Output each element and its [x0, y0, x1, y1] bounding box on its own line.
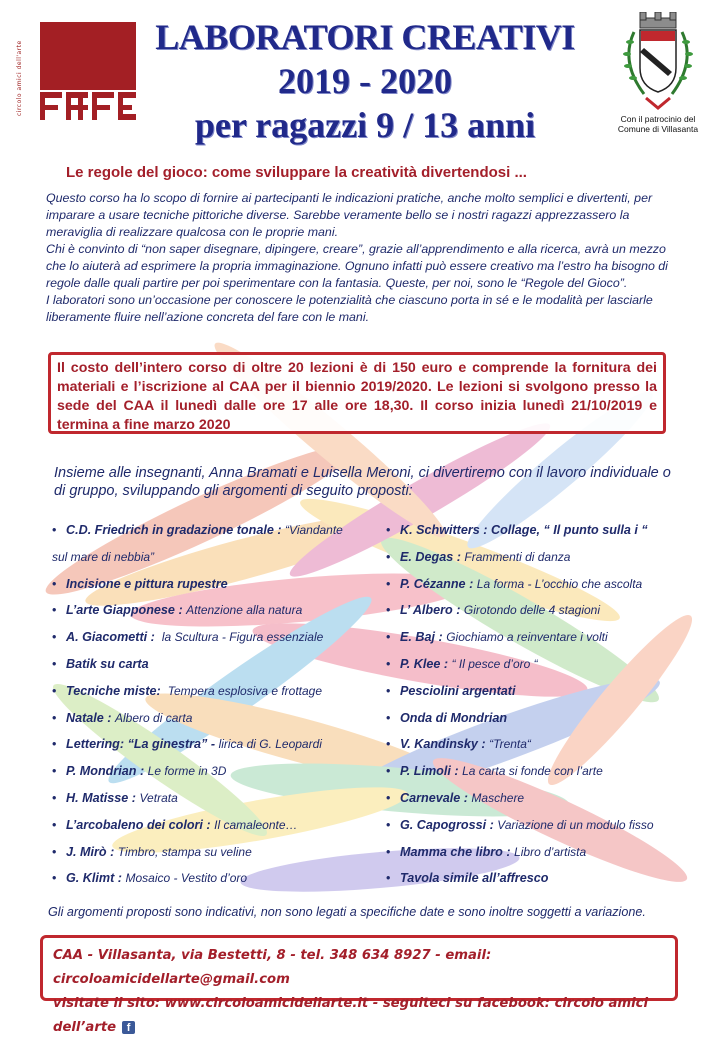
topic-separator: :	[502, 844, 515, 859]
topic-title: Onda di Mondrian	[400, 710, 508, 725]
bullet-icon: •	[386, 871, 391, 886]
bullet-icon: •	[52, 656, 57, 671]
page-title: LABORATORI CREATIVI	[155, 17, 575, 57]
topic-separator: -	[207, 737, 219, 752]
topic-item	[52, 597, 382, 624]
topic-item	[386, 544, 716, 571]
topic-separator: :	[435, 630, 447, 645]
intro-paragraph: I laboratori sono un’occasione per conoscere le potenzialità che ciascuno porta in sé e le modalità per lasciarle liberamente fluire nell’azione concreta del fare con le mani.	[46, 293, 653, 324]
bullet-icon: •	[52, 737, 57, 752]
topic-title: A. Giacometti	[66, 630, 148, 645]
topic-title: Batik su carta	[66, 656, 149, 671]
topic-title: C.D. Friedrich in gradazione tonale	[66, 523, 274, 537]
topic-description: “ Il pesce d’oro “	[451, 656, 538, 671]
topic-description: lirica di G. Leopardi	[218, 737, 322, 752]
topic-item	[386, 812, 716, 839]
contact-box	[40, 935, 678, 1035]
topic-item	[52, 517, 382, 544]
topic-title: E. Baj	[400, 630, 435, 645]
topic-item	[386, 624, 716, 651]
topic-item	[386, 758, 716, 785]
patronage-line-2: Comune di Villasanta	[617, 124, 699, 134]
bullet-icon: •	[386, 656, 391, 671]
subtitle: Le regole del gioco: come sviluppare la creatività divertendosi ...	[66, 164, 527, 181]
disclaimer: Gli argomenti proposti sono indicativi, non sono legati a specifiche date e sono inoltre soggetti a variazione.	[48, 905, 646, 919]
topic-separator: :	[440, 656, 452, 671]
topic-title: G. Klimt	[66, 871, 115, 886]
intro-text	[46, 190, 676, 326]
bullet-icon: •	[52, 871, 57, 886]
bullet-icon: •	[52, 683, 57, 698]
bullet-icon: •	[386, 683, 391, 698]
teachers-intro: Insieme alle insegnanti, Anna Bramati e Luisella Meroni, ci divertiremo con il lavoro individuale o di gruppo, sviluppando gli argomenti di seguito proposti:	[54, 465, 671, 499]
topic-separator: :	[273, 523, 286, 537]
topic-item	[52, 544, 382, 571]
topic-title: Natale	[66, 710, 104, 725]
topic-title: P. Mondrian	[66, 764, 137, 779]
bullet-icon: •	[386, 817, 391, 832]
topic-item	[52, 678, 382, 705]
topic-description: Il camaleonte…	[214, 817, 298, 832]
topic-item	[52, 705, 382, 732]
topic-separator: :	[136, 764, 148, 779]
topic-separator: :	[114, 871, 126, 886]
topic-description: Frammenti di danza	[464, 549, 571, 564]
patronage-caption	[606, 114, 710, 134]
topic-separator: :	[486, 817, 498, 832]
cost-info-box	[48, 352, 666, 434]
title-year: 2019 - 2020	[278, 61, 452, 101]
topic-item	[386, 865, 716, 892]
facebook-icon[interactable]: f	[122, 1021, 135, 1034]
topic-item	[52, 839, 382, 866]
topic-description: Tempera esplosiva e frottage	[167, 683, 323, 698]
topic-title: P. Cézanne	[400, 576, 466, 591]
bullet-icon: •	[386, 630, 391, 645]
topic-description: Mosaico - Vestito d’oro	[125, 871, 248, 886]
topic-title: Tavola simile all’affresco	[400, 871, 549, 886]
topic-title: Carnevale	[400, 790, 461, 805]
topic-separator: :	[106, 844, 118, 859]
topic-title: Tecniche miste:	[66, 683, 161, 698]
bullet-icon: •	[52, 576, 57, 591]
contact-line-web	[53, 992, 667, 1040]
topics-list-left	[52, 517, 382, 892]
bullet-icon: •	[386, 764, 391, 779]
topic-title: Incisione e pittura rupestre	[66, 576, 228, 591]
topic-item	[52, 785, 382, 812]
topic-title: K. Schwitters : Collage, “ Il punto sulla i “	[400, 523, 648, 537]
contact-line-address: CAA - Villasanta, via Bestetti, 8 - tel. 348 634 8927 - email: circoloamicidellarte@gmail.com	[53, 948, 492, 987]
bullet-icon: •	[52, 710, 57, 725]
topic-separator: :	[202, 817, 215, 832]
bullet-icon: •	[386, 549, 391, 564]
topic-title: H. Matisse	[66, 790, 129, 805]
bullet-icon: •	[386, 576, 391, 591]
topic-description: Timbro, stampa su veline	[117, 844, 252, 859]
topic-item	[52, 571, 382, 598]
bullet-icon: •	[52, 523, 57, 537]
bullet-icon: •	[386, 710, 391, 725]
topic-description: Vetrata	[139, 790, 178, 805]
topic-item	[52, 651, 382, 678]
topic-separator: :	[450, 764, 463, 779]
topic-item	[386, 651, 716, 678]
topic-description: Variazione di un modulo fisso	[497, 817, 654, 832]
title-age-range: per ragazzi 9 / 13 anni	[194, 105, 536, 145]
topic-description: “Viandante	[285, 523, 343, 537]
topic-title: Pesciolini argentati	[400, 683, 516, 698]
topic-item	[386, 839, 716, 866]
topic-item	[386, 705, 716, 732]
bullet-icon: •	[386, 737, 391, 752]
circolo-amici-arte-logo-icon	[18, 22, 136, 122]
cost-info-text: Il costo dell’intero corso di oltre 20 lezioni è di 150 euro e comprende la fornitura dei materiali e l’iscrizione al CAA per il biennio 2019/2020. Le lezioni si svolgono presso la sede del CAA il lunedì dalle ore 17 alle ore 18,30. Il corso inizia lunedì 21/10/2019 e termina a fine marzo 2020	[57, 360, 657, 433]
topic-item	[386, 597, 716, 624]
topic-separator: :	[128, 790, 140, 805]
topic-description: Libro d’artista	[514, 844, 587, 859]
topic-description: La forma - L’occhio che ascolta	[476, 576, 643, 591]
topic-description: Girotondo delle 4 stagioni	[463, 603, 601, 618]
bullet-icon: •	[386, 790, 391, 805]
logo-caption: circolo amici dell'arte	[16, 40, 23, 116]
topic-separator: :	[477, 737, 490, 752]
topic-separator: :	[147, 630, 162, 645]
bullet-icon: •	[386, 603, 391, 618]
topic-description: Albero di carta	[115, 710, 193, 725]
topic-title: L’ Albero	[400, 603, 453, 618]
topic-description: sul mare di nebbia”	[52, 549, 155, 564]
topic-separator: :	[103, 710, 116, 725]
bullet-icon: •	[386, 844, 391, 859]
topic-description: Giochiamo a reinventare i volti	[446, 630, 608, 645]
topic-item	[386, 517, 716, 544]
patronage-line-1: Con il patrocinio del	[620, 114, 696, 124]
topic-description: Attenzione alla natura	[186, 603, 303, 618]
topic-separator: :	[465, 576, 477, 591]
topic-description: La carta si fonde con l’arte	[462, 764, 603, 779]
topic-item	[386, 785, 716, 812]
topic-item	[52, 758, 382, 785]
bullet-icon: •	[52, 764, 57, 779]
bullet-icon: •	[52, 817, 57, 832]
bullet-icon: •	[52, 790, 57, 805]
topic-item	[386, 571, 716, 598]
topic-item	[52, 624, 382, 651]
topic-separator	[161, 684, 168, 698]
topics-list-right	[386, 517, 716, 892]
topic-title: Mamma che libro	[400, 844, 503, 859]
topic-description: Maschere	[471, 790, 525, 805]
topic-description: “Trenta“	[489, 737, 531, 752]
intro-paragraph: Questo corso ha lo scopo di fornire ai partecipanti le indicazioni pratiche, anche molto semplici e divertenti, per imparare a usare tecniche pittoriche diverse. Sarebbe veramente bello se i nostri ragazzi apprezzassero la meraviglia di realizzare qualcosa con le proprie mani.	[46, 191, 653, 239]
topic-title: G. Capogrossi	[400, 817, 487, 832]
bullet-icon: •	[52, 630, 57, 645]
topic-title: V. Kandinsky	[400, 737, 478, 752]
topic-item	[386, 678, 716, 705]
topic-title: L’arcobaleno dei colori	[66, 817, 203, 832]
topic-separator: :	[174, 603, 187, 618]
topic-item	[52, 865, 382, 892]
topic-item	[52, 812, 382, 839]
topic-description: Le forme in 3D	[147, 764, 227, 779]
topic-separator: :	[453, 549, 465, 564]
contact-web-text: visitate il sito: www.circoloamicidellarte.it - seguiteci su facebook: circolo amici dell’arte	[53, 996, 648, 1035]
topic-title: Lettering: “La ginestra”	[66, 737, 208, 752]
topic-title: E. Degas	[400, 549, 454, 564]
topic-title: J. Mirò	[66, 844, 107, 859]
topic-title: P. Limoli	[400, 764, 451, 779]
topic-separator: :	[460, 790, 472, 805]
topic-description: la Scultura - Figura essenziale	[161, 630, 324, 645]
topic-separator: :	[452, 603, 464, 618]
intro-paragraph: Chi è convinto di “non saper disegnare, dipingere, creare”, grazie all’apprendimento e alla ricerca, avrà un mezzo che lo aiuterà ad esprimere la propria immaginazione. Ognuno infatti può essere creativo ma l’estro ha bisogno di regole dalle quali partire per poi sperimentare con la fantasia. Queste, per noi, sono le “Regole del Gioco”.	[46, 242, 668, 290]
bullet-icon: •	[386, 523, 391, 537]
villasanta-coat-of-arms-icon	[610, 12, 706, 116]
topic-item	[52, 731, 382, 758]
topic-item	[386, 731, 716, 758]
topic-title: P. Klee	[400, 656, 441, 671]
bullet-icon: •	[52, 603, 57, 618]
topic-title: L’arte Giapponese	[66, 603, 175, 618]
bullet-icon: •	[52, 844, 57, 859]
